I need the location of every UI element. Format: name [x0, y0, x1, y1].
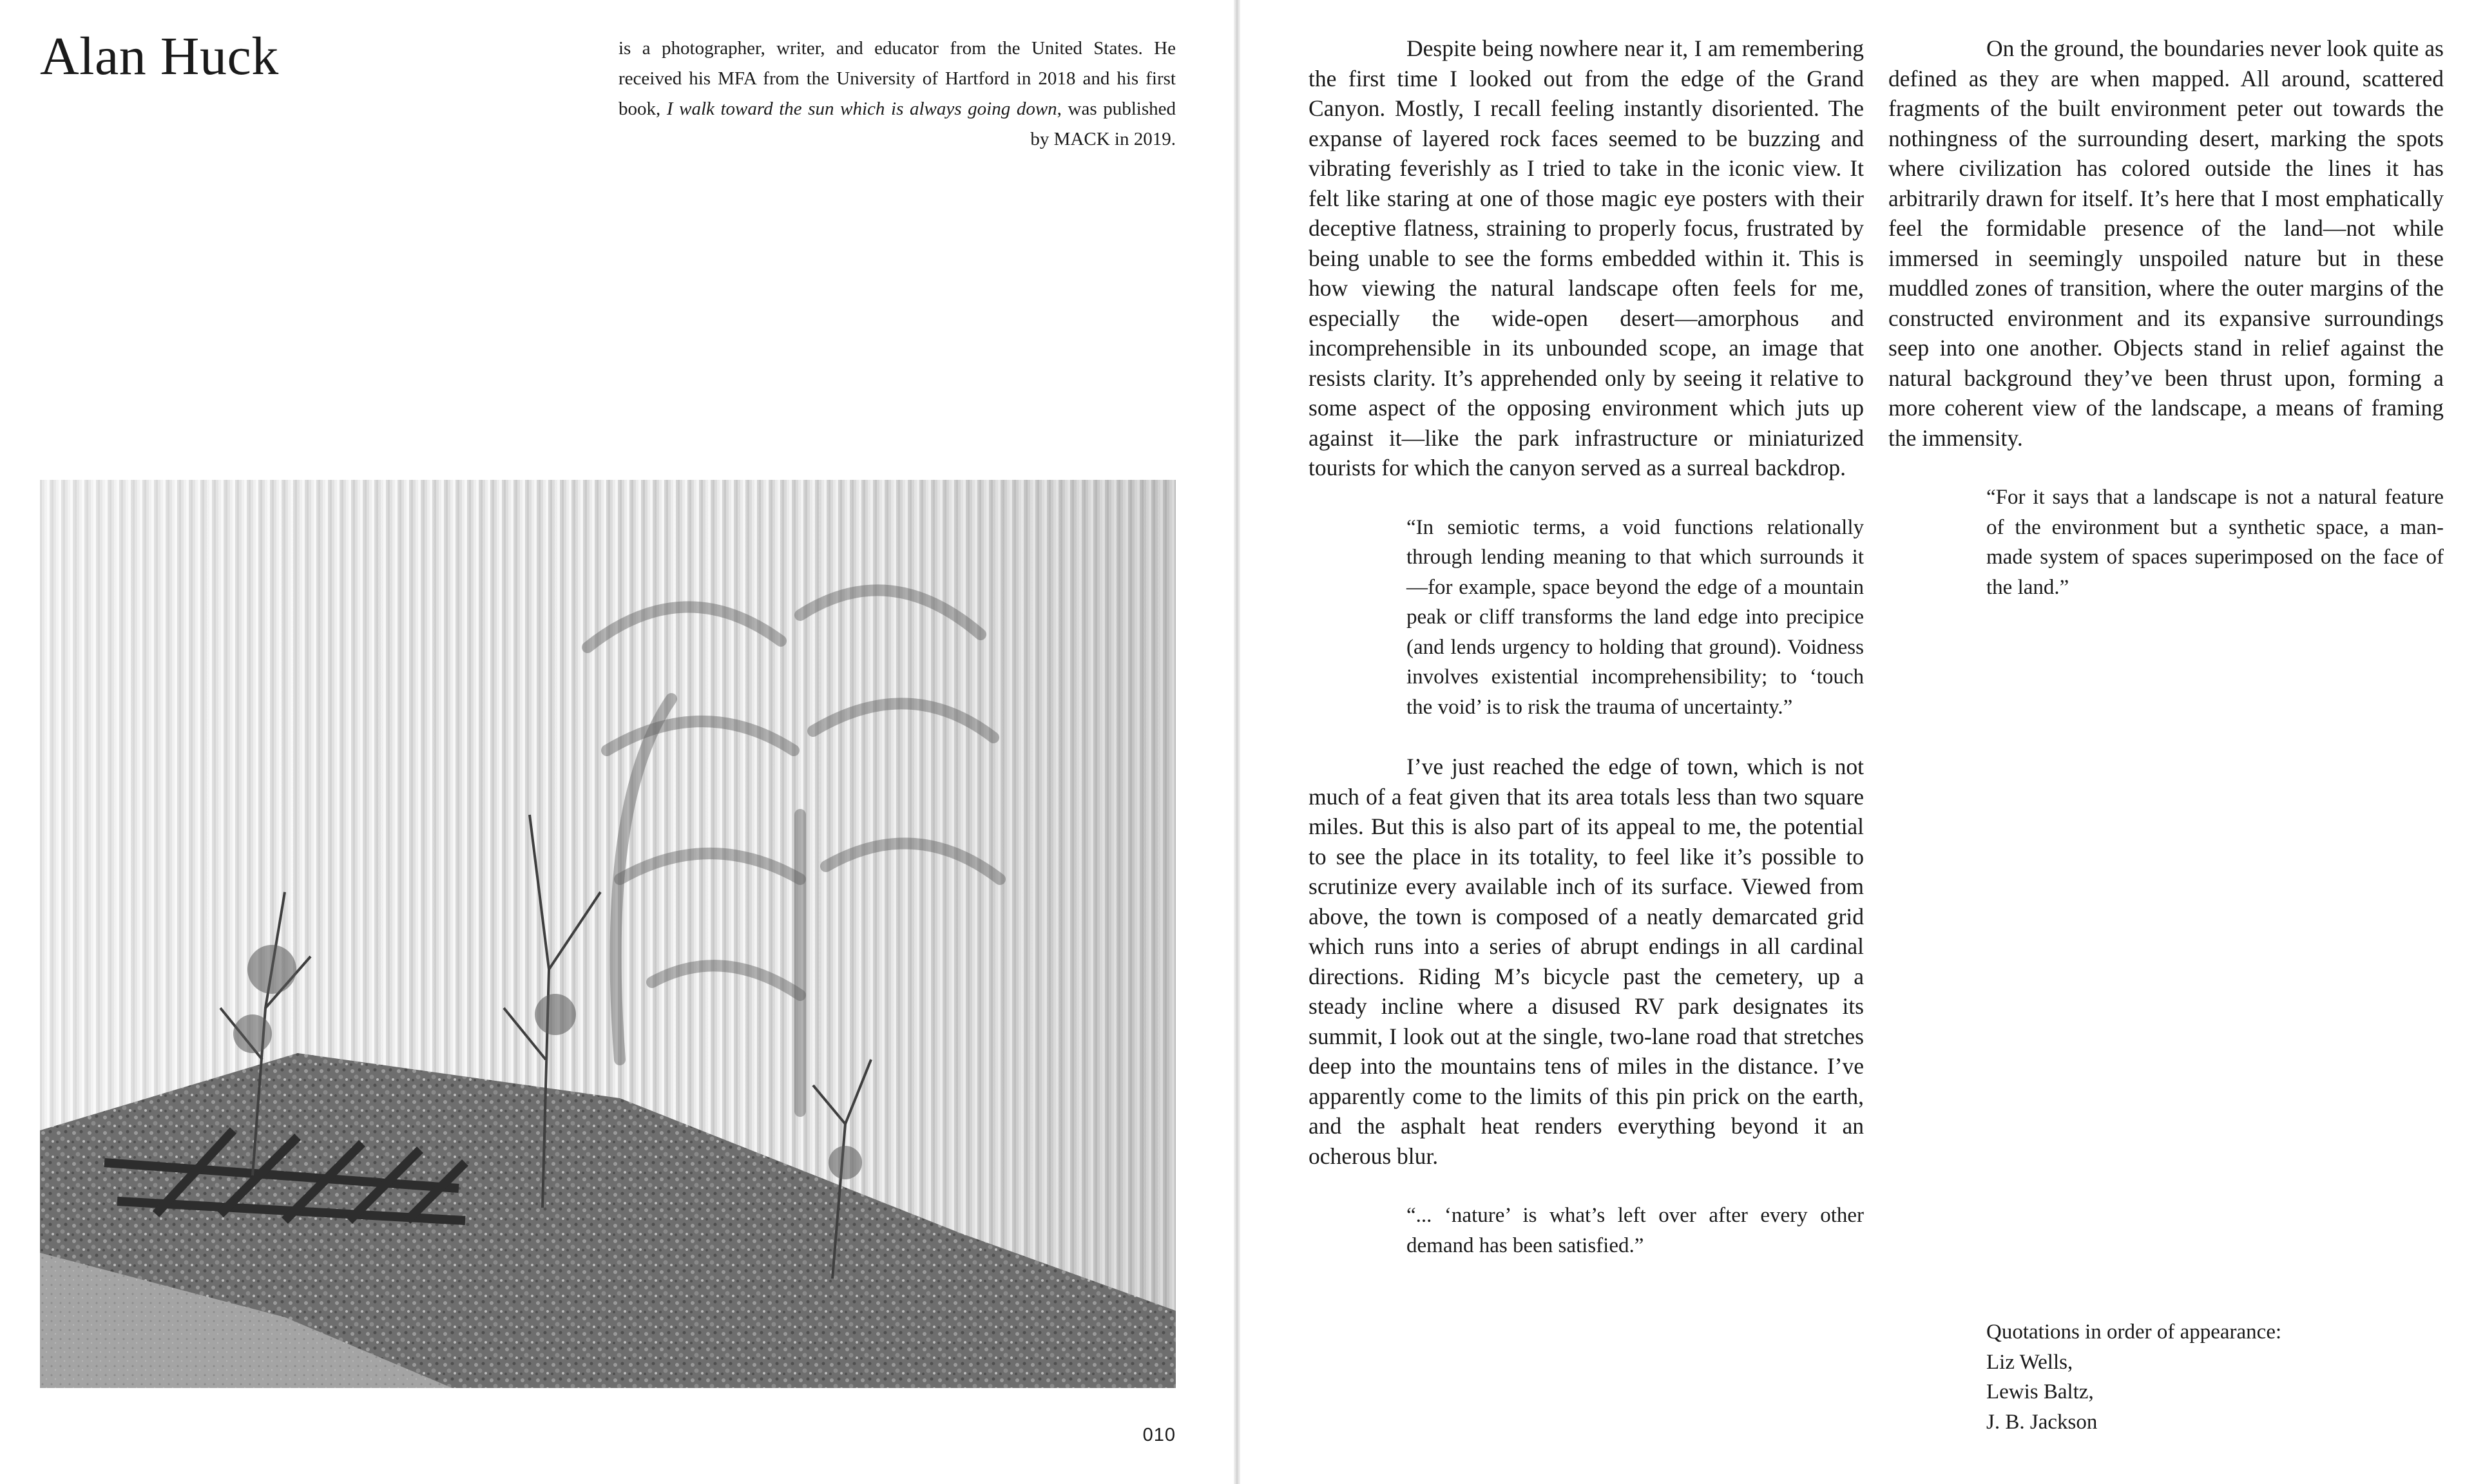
- block-quote: “For it says that a landscape is not a natural feature of the environment but a synthetic space, a man-made system of spaces superimposed on the face of the land.”: [1986, 486, 2444, 599]
- paragraph-spacer: [1888, 453, 2444, 482]
- paragraph-spacer: [1309, 483, 1864, 513]
- text-column-1: [1309, 33, 1864, 1260]
- author-bio: [618, 33, 1176, 155]
- essay-paragraph: I’ve just reached the edge of town, which is not much of a feat given that its area totals less than two square miles. But this is also part of its appeal to me, the potential to see the place in its totality, to feel like it’s possible to scrutinize every available inch of its surface. Viewed from above, the town is composed of a neatly demarcated grid which runs into a series of abrupt endings in all cardinal directions. Riding M’s bicycle past the cemetery, up a steady incline where a disused RV park designates its summit, I look out at the single, two-lane road that stretches deep into the mountains tens of miles in the distance. I’ve apparently come to the limits of this pin prick on the earth, and the asphalt heat renders everything beyond it an ocherous blur.: [1309, 754, 1864, 1169]
- author-name: Alan Huck: [40, 26, 279, 86]
- credit-name: J. B. Jackson: [1986, 1410, 2098, 1434]
- book-title: I walk toward the sun which is always going down: [666, 99, 1057, 119]
- corrugated-wall-photograph: [40, 480, 1176, 1388]
- essay-paragraph: Despite being nowhere near it, I am remembering the first time I looked out from the edge of the Grand Canyon. Mostly, I recall feeling instantly disoriented. The expanse of layered rock faces seemed to be buzzing and vibrating feverishly as I tried to take in the iconic view. It felt like staring at one of those magic eye posters with their deceptive flatness, straining to properly focus, frustrated by being unable to see the forms embedded within it. This is how viewing the natural landscape often feels for me, especially the wide-open desert—amorphous and incomprehensible in its unbounded scope, an image that resists clarity. It’s apprehended only by seeing it relative to some aspect of the opposing environment which juts up against it—like the park infrastructure or miniaturized tourists for which the canyon served as a surreal backdrop.: [1309, 35, 1864, 480]
- bio-text-start: is a photographer, writer, and educator from the United States. He received his MFA from the University of Hartford in 2018 and his first book,: [618, 38, 1176, 119]
- block-quote: “In semiotic terms, a void functions relationally through lending meaning to that which surrounds it—for example, space beyond the edge of a mountain peak or cliff transforms the land edge into precipice (and lends urgency to holding that ground). Voidness involves existential incomprehensibility; to ‘touch the void’ is to risk the trauma of uncertainty.”: [1406, 515, 1864, 719]
- block-quote: “... ‘nature’ is what’s left over after every other demand has been satisfied.”: [1406, 1204, 1864, 1257]
- bio-text-end: , was published by MACK in 2019.: [1030, 99, 1176, 149]
- paragraph-spacer: [1309, 722, 1864, 752]
- essay-paragraph: On the ground, the boundaries never look quite as defined as they are when mapped. All around, scattered fragments of the built environment peter out towards the nothingness of the surrounding desert, marking the spots where civilization has colored outside the lines it has arbitrarily drawn for itself. It’s here that I most emphatically feel the formidable presence of the land—not while immersed in seemingly unspoiled nature but in these muddled zones of transition, where the outer margins of the constructed environment and its expansive surroundings seep into one another. Objects stand in relief against the natural background they’ve been thrust upon, forming a more coherent view of the landscape, a means of framing the immensity.: [1888, 35, 2444, 451]
- credit-name: Liz Wells,: [1986, 1350, 2073, 1374]
- quotation-credits: [1986, 1317, 2281, 1437]
- paragraph-spacer: [1309, 1171, 1864, 1201]
- credits-heading: Quotations in order of appearance:: [1986, 1320, 2282, 1344]
- book-gutter: [1234, 0, 1240, 1484]
- credit-name: Lewis Baltz,: [1986, 1380, 2094, 1403]
- left-page: [0, 0, 1234, 1484]
- page-number: 010: [1142, 1425, 1176, 1445]
- text-column-2: [1888, 33, 2444, 602]
